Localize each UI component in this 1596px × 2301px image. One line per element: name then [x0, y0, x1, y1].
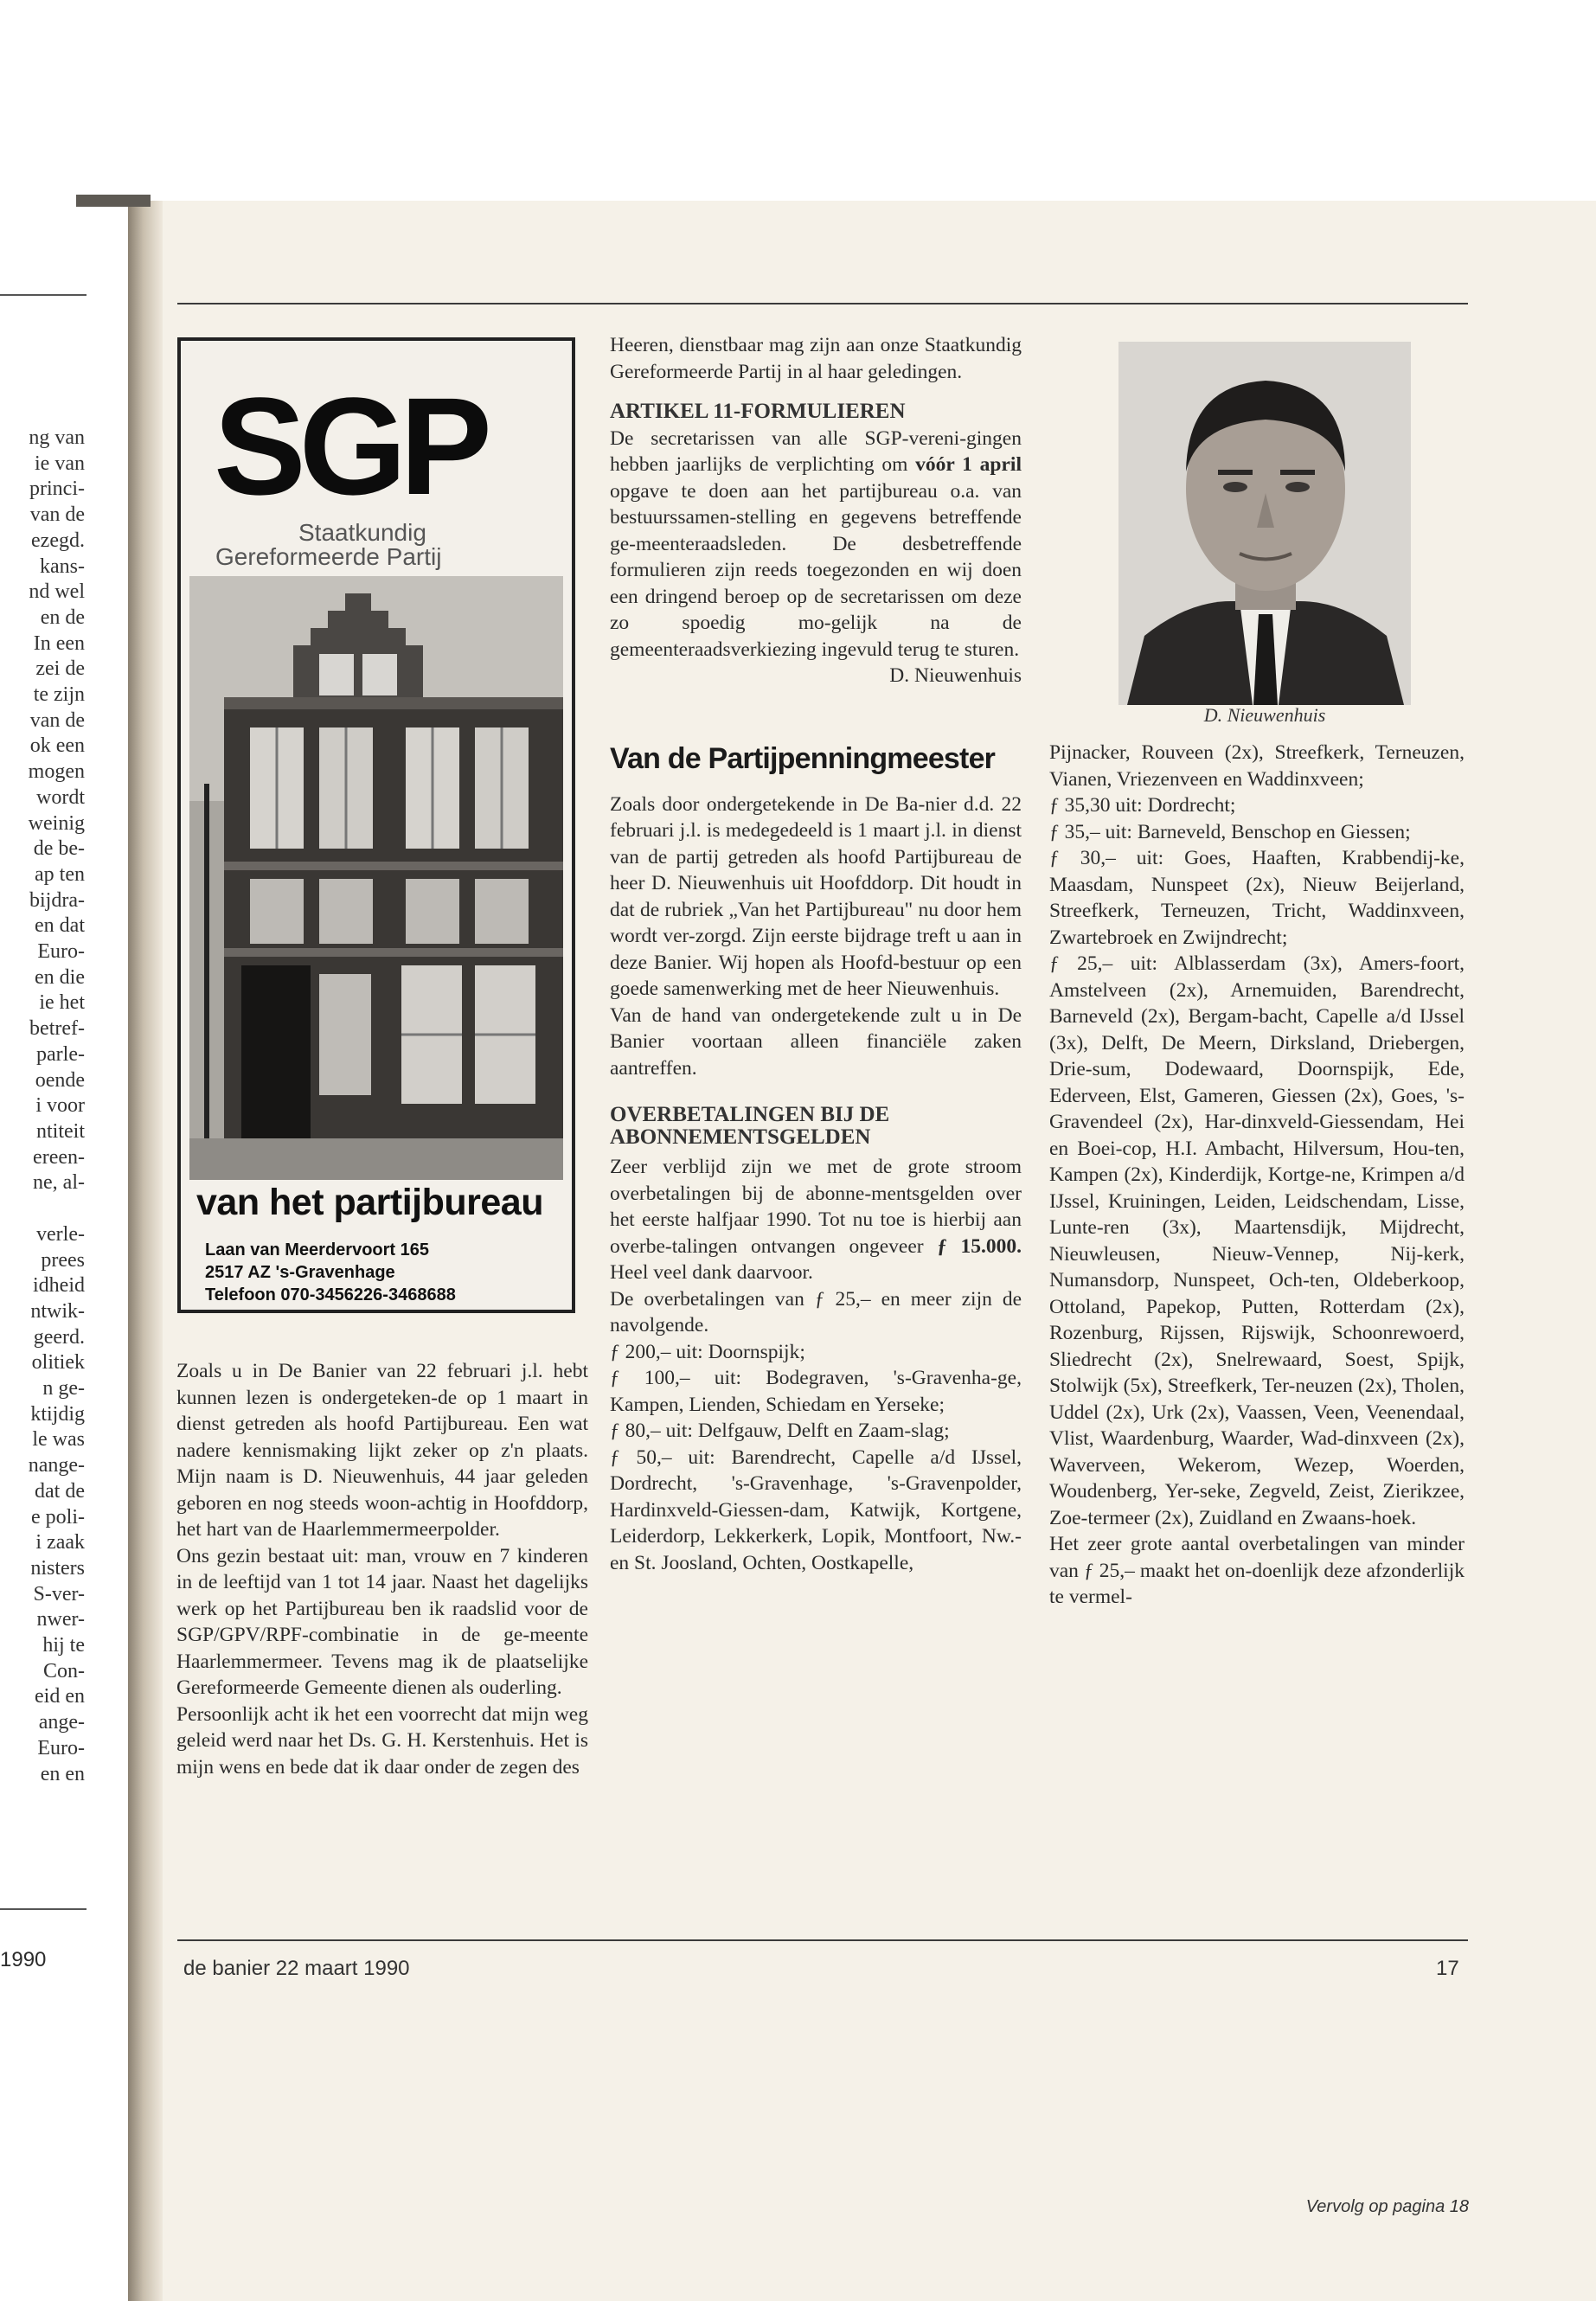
- closing-paragraph: Het zeer grote aantal overbetalingen van minder van ƒ 25,– maakt het on-doenlijk deze afzonderlijk te vermel-: [1049, 1533, 1465, 1608]
- penningmeester-heading: Van de Partijpenningmeester: [610, 741, 996, 775]
- footer-title: de banier 22 maart 1990: [183, 1957, 410, 1980]
- artikel-11-deadline: vóór 1 april: [915, 453, 1022, 476]
- overbetalingen-text-a: Zeer verblijd zijn we met de grote stroom overbetalingen bij de abonne-mentsgelden over het eerste halfjaar 1990. Tot nu toe is hierbij aan overbe-talingen ontvangen ongeveer: [610, 1156, 1022, 1258]
- artikel-11-heading: ARTIKEL 11-FORMULIEREN: [610, 400, 906, 423]
- portrait-caption: D. Nieuwenhuis: [1203, 704, 1326, 726]
- overbetalingen-total: ƒ 15.000.: [937, 1234, 1022, 1258]
- intro-continuation: Heeren, dienstbaar mag zijn aan onze Staatkundig Gereformeerde Partij in al haar geledingen.: [610, 334, 1022, 383]
- sgp-logo-subtitle-2: Gereformeerde Partij: [215, 543, 442, 570]
- previous-page-rule-top: [0, 294, 87, 296]
- personal-paragraph: Persoonlijk acht ik het een voorrecht dat mijn weg geleid werd naar het Ds. G. H. Kerstenhuis. Het is mijn wens en bede dat ik daar onder de zegen des: [176, 1702, 588, 1779]
- artikel-11-text-a: De secretarissen van alle SGP-vereni-gingen hebben jaarlijks de verplichting om: [610, 426, 1022, 476]
- donation-200: ƒ 200,– uit: Doornspijk;: [610, 1340, 805, 1363]
- ad-address-city: 2517 AZ 's-Gravenhage: [205, 1263, 395, 1282]
- donation-35-30: ƒ 35,30 uit: Dordrecht;: [1049, 794, 1236, 817]
- intro-paragraph: Zoals u in De Banier van 22 februari j.l. hebt kunnen lezen is ondergeteken-de op 1 maart in dienst getreden als hoofd Partijbureau. Een wat nadere kennismaking lijkt zeker op z'n plaats. Mijn naam is D. Nieuwenhuis, 44 jaar geleden geboren en nog steeds woon-achtig in Hoofddorp, het hart van de Haarlemmermeerpolder.: [176, 1360, 588, 1541]
- artikel-11-paragraph: [610, 426, 1022, 663]
- previous-page-year: 1990: [0, 1948, 47, 1971]
- spine-edge: [76, 195, 151, 207]
- family-paragraph: Ons gezin bestaat uit: man, vrouw en 7 kinderen in de leeftijd van 1 tot 14 jaar. Naast het dagelijks werk op het Partijbureau ben ik raadslid voor de SGP/GPV/RPF-combinatie in de ge-meente Haarlemmermeer. Tevens mag ik de plaatselijke Gereformeerde Gemeente dienen als ouderling.: [176, 1544, 588, 1699]
- donation-30: ƒ 30,– uit: Goes, Haaften, Krabbendij-ke, Maasdam, Nunspeet (2x), Nieuw Beijerland, Streefkerk, Terneuzen, Tricht, Waddinxveen, Zwartebroek en Zwijndrecht;: [1049, 847, 1465, 949]
- sgp-logo-letters: SGP: [214, 369, 485, 523]
- continued-note: Vervolg op pagina 18: [1305, 2197, 1469, 2216]
- column-2: [610, 332, 1022, 1576]
- ad-heading: van het partijbureau: [196, 1182, 543, 1223]
- previous-page-text: ng van ie van princi- van de ezegd. kans- nd wel en de In een zei de te zijn van de ok een mogen wordt weinig de be- ap ten bijdra- en dat Euro- en die ie het betref- parle- oende i voor ntiteit ereen- ne, al- verle- prees idheid ntwik- geerd. olitiek n ge- ktijdig le was nange- dat de e poli- i zaak nisters S-ver- nwer- hij te Con- eid en ange- Euro- en en: [28, 426, 85, 1785]
- previous-page-rule-bottom: [0, 1908, 87, 1910]
- overbetalingen-text-b: Heel veel dank daarvoor.: [610, 1261, 813, 1284]
- header-rule: [177, 303, 1468, 304]
- column-3: [1049, 740, 1465, 1611]
- donation-35: ƒ 35,– uit: Barneveld, Benschop en Giessen;: [1049, 820, 1411, 843]
- artikel-11-text-b: opgave te doen aan het partijbureau o.a. van bestuurssamen-stelling en gegevens betreffende ge-meenteraadsleden. De desbetreffende formulieren zijn reeds toegezonden en wij doen een dringend beroep op de secretarissen om deze zo spoedig mo-gelijk na de gemeenteraadsverkiezing ingevuld terug te sturen.: [610, 479, 1022, 661]
- sgp-logo-subtitle-1: Staatkundig: [298, 519, 426, 546]
- penningmeester-paragraph: Zoals door ondergetekende in De Ba-nier d.d. 22 februari j.l. is medegedeeld is 1 maart j.l. in dienst van de partij getreden als hoofd Partijbureau de heer D. Nieuwenhuis uit Hoofddorp. Dit houdt in dat de rubriek „Van het Partijbureau" nu door hem wordt ver-zorgd. Zijn eerste bijdrage treft u aan in deze Banier. Wij hopen als Hoofd-bestuur op een goede samenwerking met de heer Nieuwenhuis.: [610, 792, 1022, 1000]
- footer-rule: [177, 1939, 1468, 1941]
- page-number: 17: [1436, 1957, 1459, 1980]
- overbetalingen-paragraph: [610, 1154, 1022, 1286]
- ad-phone: Telefoon 070-3456226-3468688: [205, 1285, 456, 1304]
- overbetalingen-heading: OVERBETALINGEN BIJ DE ABONNEMENTSGELDEN: [610, 1103, 890, 1149]
- donation-100: ƒ 100,– uit: Bodegraven, 's-Gravenha-ge, Kampen, Lienden, Schiedam en Yerseke;: [610, 1367, 1022, 1416]
- partijbureau-building-photo: [189, 576, 563, 1180]
- book-spine: [128, 201, 163, 2301]
- penningmeester-note: Van de hand van ondergetekende zult u in De Banier voortaan alleen financiële zaken aantreffen.: [610, 1003, 1022, 1080]
- previous-page-strip: [0, 294, 90, 2284]
- portrait-photo: [1118, 342, 1411, 705]
- donation-80: ƒ 80,– uit: Delfgauw, Delft en Zaam-slag;: [610, 1420, 950, 1442]
- donation-50-continued: Pijnacker, Rouveen (2x), Streefkerk, Terneuzen, Vianen, Vriezenveen en Waddinxveen;: [1049, 741, 1465, 791]
- ad-address-street: Laan van Meerdervoort 165: [205, 1240, 429, 1259]
- column-1: [176, 1358, 588, 1780]
- signature: D. Nieuwenhuis: [889, 664, 1022, 687]
- overbetalingen-intro: De overbetalingen van ƒ 25,– en meer zijn de navolgende.: [610, 1287, 1022, 1336]
- donation-50: ƒ 50,– uit: Barendrecht, Capelle a/d IJssel, Dordrecht, 's-Gravenhage, 's-Gravenpolder, Hardinxveld-Giessen-dam, Katwijk, Kortgene, Leiderdorp, Lekkerkerk, Lopik, Montfoort, Nw.-en St. Joosland, Ochten, Oostkapelle,: [610, 1445, 1022, 1574]
- donation-25: ƒ 25,– uit: Alblasserdam (3x), Amers-foort, Amstelveen (2x), Arnemuiden, Barendrecht, Barneveld (2x), Bergam-bacht, Capelle a/d IJssel (3x), Delft, De Meern, Dirksland, Driebergen, Drie-sum, Dodewaard, Doornspijk, Ede, Ederveen, Elst, Gameren, Giessen (2x), Goes, 's-Gravendeel (2x), Har-dinxveld-Giessendam, Hei en Boei-cop, H.I. Ambacht, Hilversum, Hou-ten, Kampen (2x), Kinderdijk, Kortge-ne, Krimpen a/d IJssel, Kruiningen, Leiden, Leidschendam, Lisse, Lunte-ren (3x), Maartensdijk, Mijdrecht, Nieuwleusen, Nieuw-Vennep, Nij-kerk, Numansdorp, Nunspeet, Och-ten, Oldeberkoop, Ottoland, Papekop, Putten, Rotterdam (2x), Rozenburg, Rijssen, Rijswijk, Schoonrewoerd, Sliedrecht (2x), Snelrewaard, Soest, Spijk, Stolwijk (5x), Streefkerk, Ter-neuzen (2x), Tholen, Uddel (2x), Urk (2x), Vaassen, Veen, Veenendaal, Vlist, Waardenburg, Waarder, Wad-dinxveen (2x), Waverveen, Wekerom, Wezep, Woerden, Woudenberg, Yer-seke, Zegveld, Zeist, Zierikzee, Zoe-termeer (2x), Zuidland en Zwaans-hoek.: [1049, 952, 1465, 1529]
- sgp-advertisement: [177, 337, 575, 1313]
